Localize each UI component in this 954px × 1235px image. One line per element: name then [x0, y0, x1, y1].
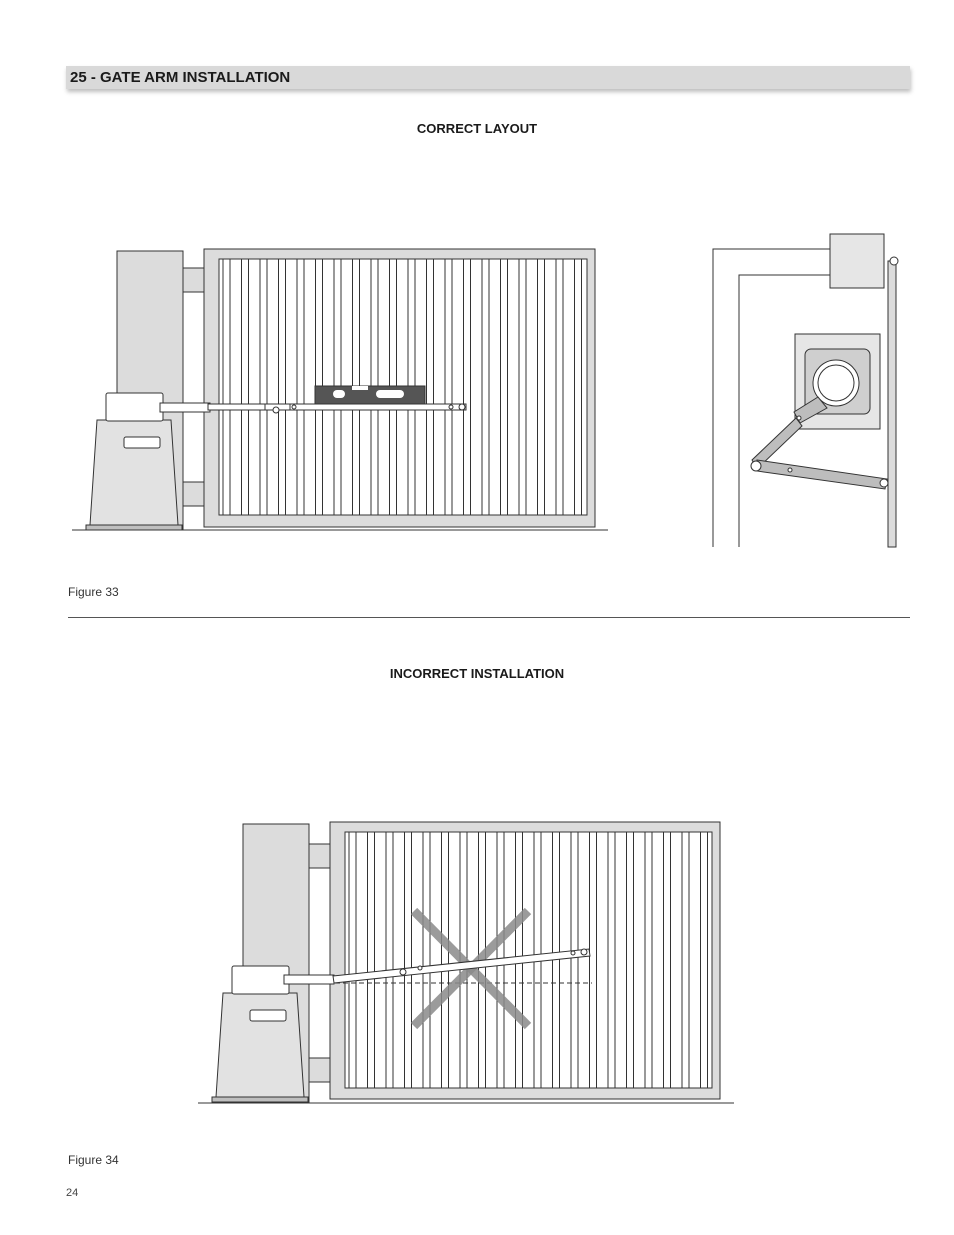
section-title: 25 - GATE ARM INSTALLATION	[70, 69, 291, 86]
figure-34-title: INCORRECT INSTALLATION	[389, 666, 565, 681]
operator-top	[232, 966, 289, 994]
figure-34-caption: Figure 34	[68, 1153, 119, 1167]
gate-bar	[442, 832, 449, 1088]
operator-base	[212, 1097, 308, 1102]
figure-33-caption: Figure 33	[68, 585, 119, 599]
gate-bar	[423, 832, 430, 1088]
page-number: 24	[66, 1187, 79, 1199]
gate-bar	[386, 832, 393, 1088]
gate-bar	[627, 832, 634, 1088]
gate-bar	[645, 832, 652, 1088]
gate-bar	[590, 832, 597, 1088]
gate-bar	[664, 832, 671, 1088]
figure-33-title: CORRECT LAYOUT	[416, 121, 538, 136]
gate-bar	[349, 832, 356, 1088]
gate-bar	[682, 832, 689, 1088]
operator-label	[250, 1010, 286, 1021]
gate-bar	[571, 832, 578, 1088]
gate-bar	[701, 832, 708, 1088]
operator-arm	[284, 975, 334, 984]
gate-bar	[608, 832, 615, 1088]
gate-bar	[368, 832, 375, 1088]
hinge-bottom	[309, 1058, 330, 1082]
hinge-top	[309, 844, 330, 868]
operator-body	[216, 993, 304, 1097]
gate-bar	[405, 832, 412, 1088]
